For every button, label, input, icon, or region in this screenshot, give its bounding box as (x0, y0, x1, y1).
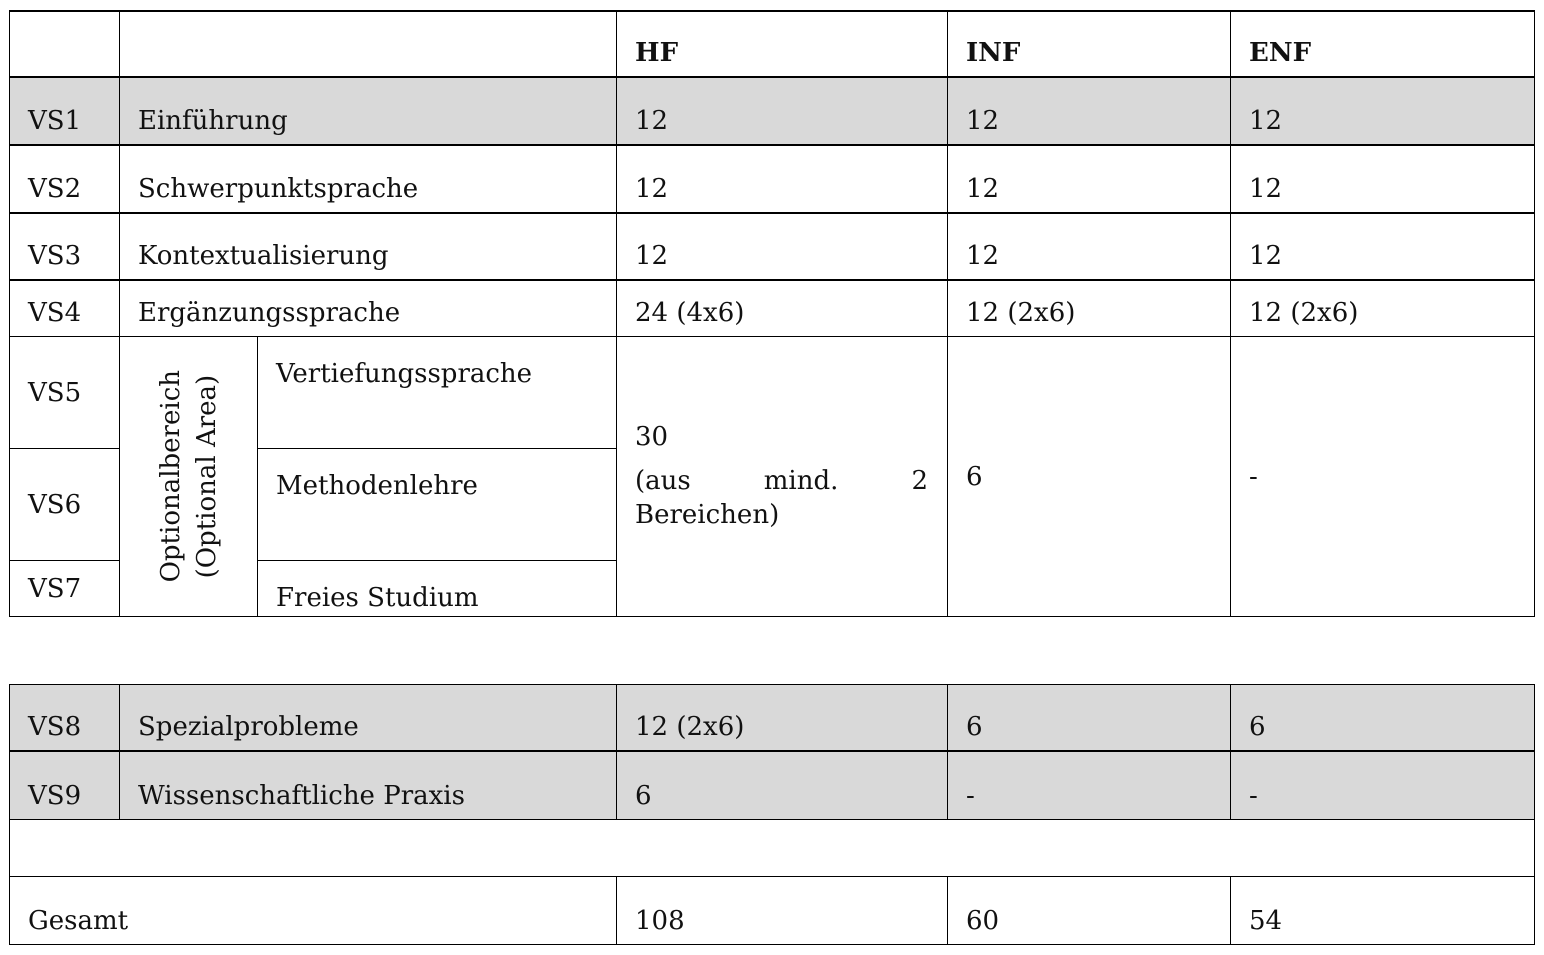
row-enf-vs1: 12 (1231, 78, 1535, 146)
optional-hf-note-word2: mind. (763, 465, 839, 496)
row-name-vs9: Wissenschaftliche Praxis (120, 752, 617, 820)
row-inf-vs8: 6 (948, 684, 1231, 752)
row-code-vs8: VS8 (9, 684, 120, 752)
row-hf-vs3: 12 (617, 214, 948, 281)
row-enf-vs4: 12 (2x6) (1231, 281, 1535, 337)
optional-label-line2: (Optional Area) (191, 374, 222, 579)
row-name-vs7: Freies Studium (258, 561, 617, 617)
row-code-vs1: VS1 (9, 78, 120, 146)
row-inf-vs3: 12 (948, 214, 1231, 281)
total-hf: 108 (617, 877, 948, 945)
optional-hf-note-line2: Bereichen) (635, 499, 780, 530)
optional-hf-note-line1 (635, 464, 928, 498)
row-inf-vs4: 12 (2x6) (948, 281, 1231, 337)
row-name-vs6: Methodenlehre (258, 449, 617, 561)
optional-enf-cell: - (1231, 337, 1535, 617)
optional-hf-content (635, 422, 928, 532)
optional-hf-note-word3: 2 (911, 465, 928, 496)
row-enf-vs8: 6 (1231, 684, 1535, 752)
row-code-vs5 (9, 337, 120, 449)
optional-hf-value: 30 (635, 421, 669, 452)
header-cell-module (120, 10, 617, 78)
header-inf: INF (948, 10, 1231, 78)
row-enf-vs3: 12 (1231, 214, 1535, 281)
row-name-vs5: Vertiefungssprache (258, 337, 617, 449)
row-hf-vs8: 12 (2x6) (617, 684, 948, 752)
row-hf-vs1: 12 (617, 78, 948, 146)
row-name-vs4: Ergänzungssprache (120, 281, 617, 337)
row-name-vs1: Einführung (120, 78, 617, 146)
total-inf: 60 (948, 877, 1231, 945)
row-hf-vs4: 24 (4x6) (617, 281, 948, 337)
total-label: Gesamt (9, 877, 617, 945)
header-cell-code (9, 10, 120, 78)
row-code-vs5-text: VS5 (28, 377, 82, 408)
row-name-vs8: Spezialprobleme (120, 684, 617, 752)
optional-inf-cell: 6 (948, 337, 1231, 617)
spacer-row (9, 820, 1535, 877)
header-hf: HF (617, 10, 948, 78)
optional-hf-note-word1: (aus (635, 465, 691, 496)
row-inf-vs9: - (948, 752, 1231, 820)
row-inf-vs1: 12 (948, 78, 1231, 146)
total-enf: 54 (1231, 877, 1535, 945)
credits-table-lower (9, 684, 1535, 945)
optional-label-line1: Optionalbereich (155, 370, 186, 583)
row-inf-vs2: 12 (948, 146, 1231, 214)
row-name-vs3: Kontextualisierung (120, 214, 617, 281)
row-code-vs9: VS9 (9, 752, 120, 820)
credits-table (9, 10, 1535, 684)
row-enf-vs2: 12 (1231, 146, 1535, 214)
row-code-vs2: VS2 (9, 146, 120, 214)
row-code-vs6-text: VS6 (28, 489, 82, 520)
row-code-vs7 (9, 561, 120, 617)
optional-hf-cell (617, 337, 948, 617)
optional-area-label (120, 337, 258, 617)
row-code-vs7-text: VS7 (28, 573, 82, 604)
row-name-vs2: Schwerpunktsprache (120, 146, 617, 214)
row-code-vs6 (9, 449, 120, 561)
row-hf-vs9: 6 (617, 752, 948, 820)
row-code-vs4: VS4 (9, 281, 120, 337)
optional-area-label-text (153, 370, 225, 582)
row-hf-vs2: 12 (617, 146, 948, 214)
row-enf-vs9: - (1231, 752, 1535, 820)
header-enf: ENF (1231, 10, 1535, 78)
row-code-vs3: VS3 (9, 214, 120, 281)
